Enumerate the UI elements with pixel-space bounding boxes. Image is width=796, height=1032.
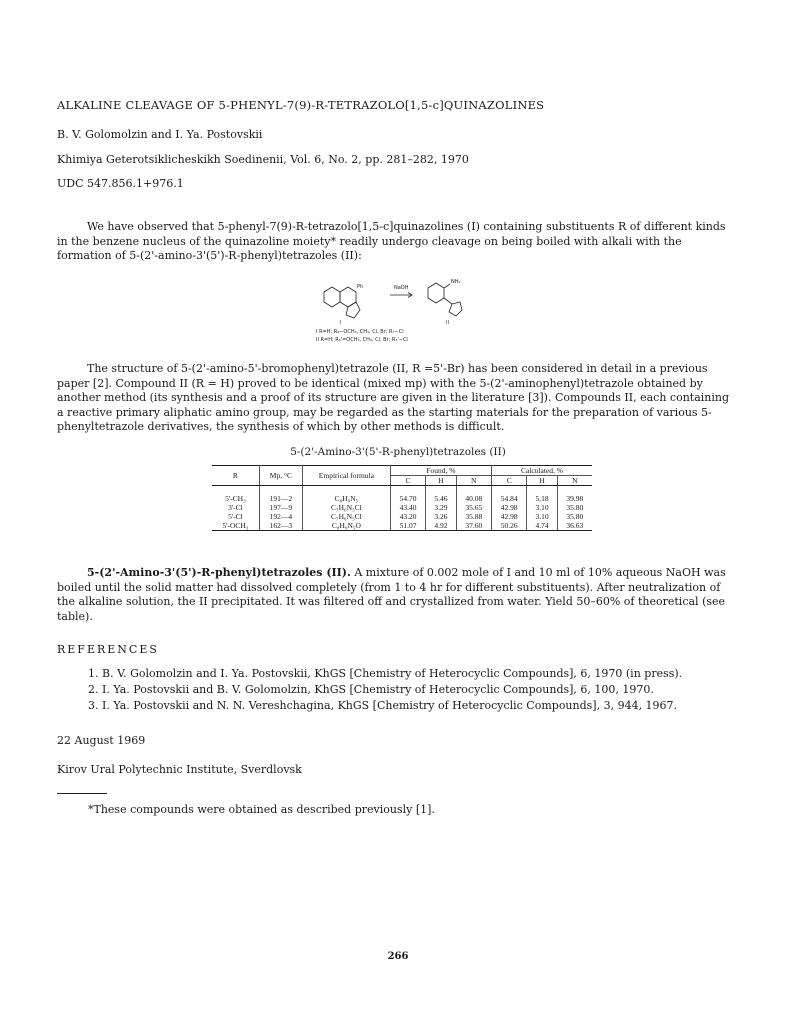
intro-text: We have observed that 5-phenyl-7(9)-R-tetrazolo[1,5-c]quinazolines (I) containing substituents R of different kinds in the benzene nucleus of the quinazoline moiety* readily undergo cleavage on being boiled with alkali with the formation of 5-(2'-amino-3'(5')-R-phenyl)tetrazoles (II):	[57, 220, 726, 262]
compound-i-label: I	[340, 320, 342, 326]
experimental-text	[57, 566, 737, 624]
table-cell: 5'-Cl	[228, 512, 243, 521]
references-heading: REFERENCES	[57, 643, 159, 656]
table-cell: C₇H₆N₅Cl	[302, 503, 390, 512]
reagent-label: NaOH	[394, 285, 409, 291]
scheme-note-2: II R=H; R₅'=OCH₃, CH₃, Cl, Br; R₃'−Cl	[316, 337, 408, 343]
paper-title: ALKALINE CLEAVAGE OF 5-PHENYL-7(9)-R-TETRAZOLO[1,5-c]QUINAZOLINES	[57, 98, 545, 112]
table-cell: 40.08	[456, 486, 491, 504]
table-cell: 35.80	[557, 503, 592, 512]
table-cell: 54.84	[491, 486, 526, 504]
table-cell: 3.29	[426, 503, 456, 512]
table-cell: 3.10	[527, 503, 557, 512]
table-cell: 35.88	[456, 512, 491, 521]
table-cell: 5.46	[426, 486, 456, 504]
col-found-c: C	[390, 476, 425, 486]
table-cell: 162—3	[259, 521, 302, 531]
received-date: 22 August 1969	[57, 734, 146, 747]
experimental-body: A mixture of 0.002 mole of I and 10 ml of 10% aqueous NaOH was boiled until the solid matter had dissolved completely (from 1 to 4 hr for different substituents). After neutralization of the alkaline solution, the II precipitated. It was filtered off and crystallized from water. Yield 50–60% of theoretical (see table).	[57, 566, 726, 623]
table-caption: 5-(2'-Amino-3'(5'-R-phenyl)tetrazoles (II)	[290, 446, 506, 458]
col-calc: Calculated, %	[491, 466, 592, 476]
table-cell: 35.65	[456, 503, 491, 512]
col-r: R	[212, 466, 259, 486]
scheme-note-1: I R=H; R₉−OCH₃, CH₃, Cl, Br; R₇−Cl	[316, 329, 404, 335]
experimental-heading: 5-(2'-Amino-3'(5')-R-phenyl)tetrazoles (II).	[87, 566, 351, 579]
intro-paragraph	[57, 220, 737, 264]
table-cell: 4.92	[426, 521, 456, 531]
table-body	[212, 486, 592, 531]
table-cell: 3.10	[527, 512, 557, 521]
table-cell: 4.74	[527, 521, 557, 531]
table-cell: 39.98	[557, 486, 592, 504]
discussion-text: The structure of 5-(2'-amino-5'-bromophenyl)tetrazole (II, R =5'-Br) has been considered in detail in a previous paper [2]. Compound II (R = H) proved to be identical (mixed mp) with the 5-(2'-aminophenyl)tetrazole obtained by another method (its synthesis and a proof of its structure are given in the literature [3]). Compounds II, each containing a reactive primary aliphatic amino group, may be regarded as the starting materials for the preparation of various 5-phenyltetrazole derivatives, the synthesis of which by other methods is difficult.	[57, 362, 730, 433]
institution: Kirov Ural Polytechnic Institute, Sverdlovsk	[57, 763, 302, 776]
table-row	[212, 512, 592, 521]
table-row	[212, 503, 592, 512]
experimental-paragraph	[57, 566, 737, 624]
col-calc-c: C	[491, 476, 526, 486]
col-mp: Mp, °C	[259, 466, 302, 486]
table-cell: 54.70	[390, 486, 425, 504]
table-cell: 42.98	[491, 512, 526, 521]
authors: B. V. Golomolzin and I. Ya. Postovskii	[57, 128, 263, 141]
nh2-label: NH₂	[451, 279, 461, 285]
table-cell: C₈H₉N₅O	[302, 521, 390, 531]
table-cell: 35.80	[557, 512, 592, 521]
table-cell: 197—9	[259, 503, 302, 512]
journal-citation: Khimiya Geterotsiklicheskikh Soedinenii, Vol. 6, No. 2, pp. 281–282, 1970	[57, 153, 469, 166]
col-found: Found, %	[390, 466, 491, 476]
col-formula: Empirical formula	[302, 466, 390, 486]
compound-ii-label: II	[446, 320, 449, 326]
table-row	[212, 521, 592, 531]
table-cell: 3'-Cl	[228, 503, 243, 512]
table-cell: 5'-CH₃	[225, 494, 246, 503]
col-found-h: H	[426, 476, 456, 486]
reference-item: 2. I. Ya. Postovskii and B. V. Golomolzin, KhGS [Chemistry of Heterocyclic Compounds], 6, 100, 1970.	[88, 683, 654, 696]
udc-number: UDC 547.856.1+976.1	[57, 177, 184, 190]
reaction-scheme	[310, 272, 500, 344]
footnote-rule	[57, 793, 107, 794]
table-cell: 191—2	[259, 486, 302, 504]
table-row	[212, 486, 592, 504]
ph-label: Ph	[357, 284, 364, 290]
col-calc-n: N	[557, 476, 592, 486]
footnote: *These compounds were obtained as described previously [1].	[88, 803, 435, 816]
table-cell: 3.26	[426, 512, 456, 521]
table-cell: C₇H₆N₅Cl	[302, 512, 390, 521]
table-cell: 43.20	[390, 512, 425, 521]
page-number: 266	[387, 951, 409, 962]
table-cell: 37.60	[456, 521, 491, 531]
table-cell: 5'-OCH₃	[212, 521, 259, 531]
table-cell: 51.07	[390, 521, 425, 531]
col-found-n: N	[456, 476, 491, 486]
table-cell: 43.40	[390, 503, 425, 512]
table-cell: 5.18	[527, 486, 557, 504]
table-cell: C₈H₉N₅	[302, 486, 390, 504]
table-cell: 192—4	[259, 512, 302, 521]
references-list	[88, 666, 682, 714]
table-cell: 42.98	[491, 503, 526, 512]
discussion-paragraph	[57, 362, 737, 435]
reference-item: 1. B. V. Golomolzin and I. Ya. Postovskii, KhGS [Chemistry of Heterocyclic Compounds], 6, 1970 (in press).	[88, 667, 683, 680]
col-calc-h: H	[527, 476, 557, 486]
table-cell: 36.63	[557, 521, 592, 531]
data-table	[212, 465, 592, 531]
reference-item: 3. I. Ya. Postovskii and N. N. Vereshchagina, KhGS [Chemistry of Heterocyclic Compounds], 3, 944, 1967.	[88, 699, 678, 712]
table-cell: 50.26	[491, 521, 526, 531]
